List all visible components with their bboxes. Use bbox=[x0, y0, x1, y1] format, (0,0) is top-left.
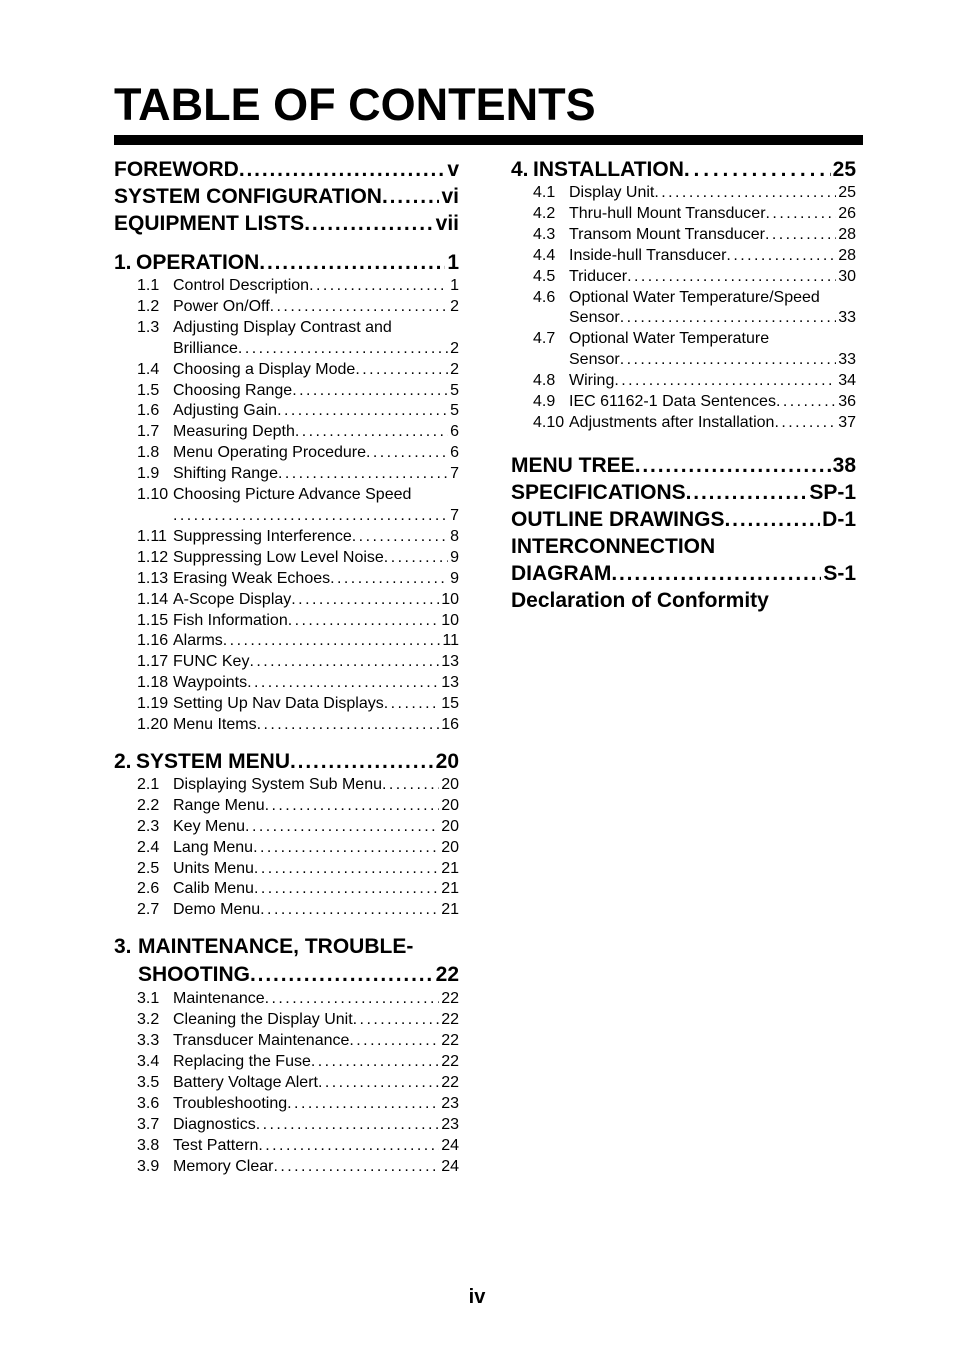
toc-entry-menu-tree[interactable]: MENU TREE . . . 38 bbox=[511, 452, 856, 479]
toc-item-continuation[interactable]: Sensor . . . 33 bbox=[533, 308, 856, 329]
toc-item[interactable]: 1.3 Adjusting Display Contrast and bbox=[137, 318, 392, 336]
toc-item[interactable]: 2.6 Calib Menu . . . 21 bbox=[137, 879, 459, 900]
toc-entry-interconnection[interactable]: INTERCONNECTION bbox=[511, 534, 716, 558]
toc-item[interactable]: 3.9 Memory Clear . . . 24 bbox=[137, 1157, 459, 1178]
toc-item[interactable]: 3.6 Troubleshooting . . . 23 bbox=[137, 1094, 459, 1115]
chapter-maintenance-items bbox=[114, 989, 459, 1177]
toc-item[interactable]: 1.14 A-Scope Display . . . 10 bbox=[137, 590, 459, 611]
toc-item[interactable]: 1.20 Menu Items . . . 16 bbox=[137, 715, 459, 736]
toc-item[interactable]: 3.7 Diagnostics . . . 23 bbox=[137, 1115, 459, 1136]
toc-item[interactable]: 1.4 Choosing a Display Mode . . . 2 bbox=[137, 360, 459, 381]
toc-chapter-installation[interactable]: 4. INSTALLATION . . . 25 bbox=[511, 156, 856, 183]
toc-item[interactable]: 2.7 Demo Menu . . . 21 bbox=[137, 900, 459, 921]
toc-entry-declaration[interactable]: Declaration of Conformity bbox=[511, 588, 769, 612]
toc-item[interactable]: 1.13 Erasing Weak Echoes . . . 9 bbox=[137, 569, 459, 590]
toc-item[interactable]: 3.5 Battery Voltage Alert . . . 22 bbox=[137, 1073, 459, 1094]
toc-item[interactable]: 3.4 Replacing the Fuse . . . 22 bbox=[137, 1052, 459, 1073]
page-title: TABLE OF CONTENTS bbox=[114, 79, 596, 130]
toc-item[interactable]: 1.18 Waypoints . . . 13 bbox=[137, 673, 459, 694]
toc-chapter-operation[interactable]: 1. OPERATION . . . 1 bbox=[114, 249, 459, 276]
toc-item[interactable]: 4.9 IEC 61162-1 Data Sentences . . . 36 bbox=[533, 392, 856, 413]
chapter-installation-items bbox=[511, 183, 856, 434]
toc-entry-equipment-lists[interactable]: EQUIPMENT LISTS . . . vii bbox=[114, 210, 459, 237]
toc-item[interactable]: 4.4 Inside-hull Transducer . . . 28 bbox=[533, 246, 856, 267]
toc-item[interactable]: 4.5 Triducer . . . 30 bbox=[533, 267, 856, 288]
toc-item[interactable]: 1.16 Alarms . . . 11 bbox=[137, 631, 459, 652]
toc-item[interactable]: 1.12 Suppressing Low Level Noise . . . 9 bbox=[137, 548, 459, 569]
toc-left-column bbox=[114, 156, 459, 1181]
toc-entry-interconnection-continuation[interactable]: DIAGRAM . . . S-1 bbox=[511, 560, 856, 587]
toc-item[interactable]: 2.3 Key Menu . . . 20 bbox=[137, 817, 459, 838]
toc-item-continuation[interactable]: Brilliance . . . 2 bbox=[137, 339, 459, 360]
toc-item[interactable]: 2.4 Lang Menu . . . 20 bbox=[137, 838, 459, 859]
toc-item[interactable]: 1.8 Menu Operating Procedure . . . 6 bbox=[137, 443, 459, 464]
toc-item[interactable]: 4.2 Thru-hull Mount Transducer . . . 26 bbox=[533, 204, 856, 225]
back-matter bbox=[511, 452, 856, 614]
toc-chapter-system-menu[interactable]: 2. SYSTEM MENU . . . 20 bbox=[114, 748, 459, 775]
toc-item-continuation[interactable]: Sensor . . . 33 bbox=[533, 350, 856, 371]
toc-item[interactable]: 1.11 Suppressing Interference . . . 8 bbox=[137, 527, 459, 548]
title-rule bbox=[114, 135, 863, 145]
toc-chapter-maintenance-continuation[interactable]: SHOOTING . . . 22 bbox=[114, 961, 459, 989]
toc-item[interactable]: 4.6 Optional Water Temperature/Speed bbox=[533, 288, 820, 306]
toc-item[interactable]: 1.17 FUNC Key . . . 13 bbox=[137, 652, 459, 673]
toc-entry-specifications[interactable]: SPECIFICATIONS . . . SP-1 bbox=[511, 479, 856, 506]
chapter-operation-items bbox=[114, 276, 459, 736]
toc-item[interactable]: 4.7 Optional Water Temperature bbox=[533, 330, 770, 348]
toc-item[interactable]: 3.2 Cleaning the Display Unit . . . 22 bbox=[137, 1010, 459, 1031]
page-number: iv bbox=[468, 1286, 486, 1308]
toc-item[interactable]: 4.3 Transom Mount Transducer . . . 28 bbox=[533, 225, 856, 246]
toc-item[interactable]: 2.5 Units Menu . . . 21 bbox=[137, 859, 459, 880]
chapter-system-menu-items bbox=[114, 775, 459, 921]
toc-item[interactable]: 2.1 Displaying System Sub Menu . . . 20 bbox=[137, 775, 459, 796]
toc-chapter-maintenance[interactable]: 3. MAINTENANCE, TROUBLE- bbox=[114, 935, 414, 959]
front-matter bbox=[114, 156, 459, 237]
toc-item[interactable]: 3.8 Test Pattern . . . 24 bbox=[137, 1136, 459, 1157]
toc-entry-outline-drawings[interactable]: OUTLINE DRAWINGS . . . D-1 bbox=[511, 506, 856, 533]
toc-item[interactable]: 1.10 Choosing Picture Advance Speed bbox=[137, 486, 412, 504]
toc-item[interactable]: 1.19 Setting Up Nav Data Displays . . . 15 bbox=[137, 694, 459, 715]
toc-item[interactable]: 2.2 Range Menu . . . 20 bbox=[137, 796, 459, 817]
toc-item[interactable]: 4.8 Wiring . . . 34 bbox=[533, 371, 856, 392]
toc-item[interactable]: 1.5 Choosing Range . . . 5 bbox=[137, 381, 459, 402]
toc-item[interactable]: 3.3 Transducer Maintenance . . . 22 bbox=[137, 1031, 459, 1052]
toc-item[interactable]: 1.1 Control Description . . . 1 bbox=[137, 276, 459, 297]
toc-item[interactable]: 1.9 Shifting Range . . . 7 bbox=[137, 464, 459, 485]
toc-item[interactable]: 4.1 Display Unit . . . 25 bbox=[533, 183, 856, 204]
toc-item[interactable]: 4.10 Adjustments after Installation . . . 37 bbox=[533, 413, 856, 434]
toc-right-column bbox=[511, 156, 856, 614]
toc-item[interactable]: 1.6 Adjusting Gain . . . 5 bbox=[137, 401, 459, 422]
toc-item[interactable]: 3.1 Maintenance . . . 22 bbox=[137, 989, 459, 1010]
toc-item[interactable]: 1.15 Fish Information . . . 10 bbox=[137, 611, 459, 632]
toc-item[interactable]: 1.7 Measuring Depth . . . 6 bbox=[137, 422, 459, 443]
toc-entry-system-configuration[interactable]: SYSTEM CONFIGURATION . . . vi bbox=[114, 183, 459, 210]
spacer bbox=[511, 438, 856, 452]
toc-entry-foreword[interactable]: FOREWORD . . . v bbox=[114, 156, 459, 183]
toc-item[interactable]: 1.2 Power On/Off . . . 2 bbox=[137, 297, 459, 318]
toc-item-continuation[interactable]: . . . 7 bbox=[137, 506, 459, 527]
